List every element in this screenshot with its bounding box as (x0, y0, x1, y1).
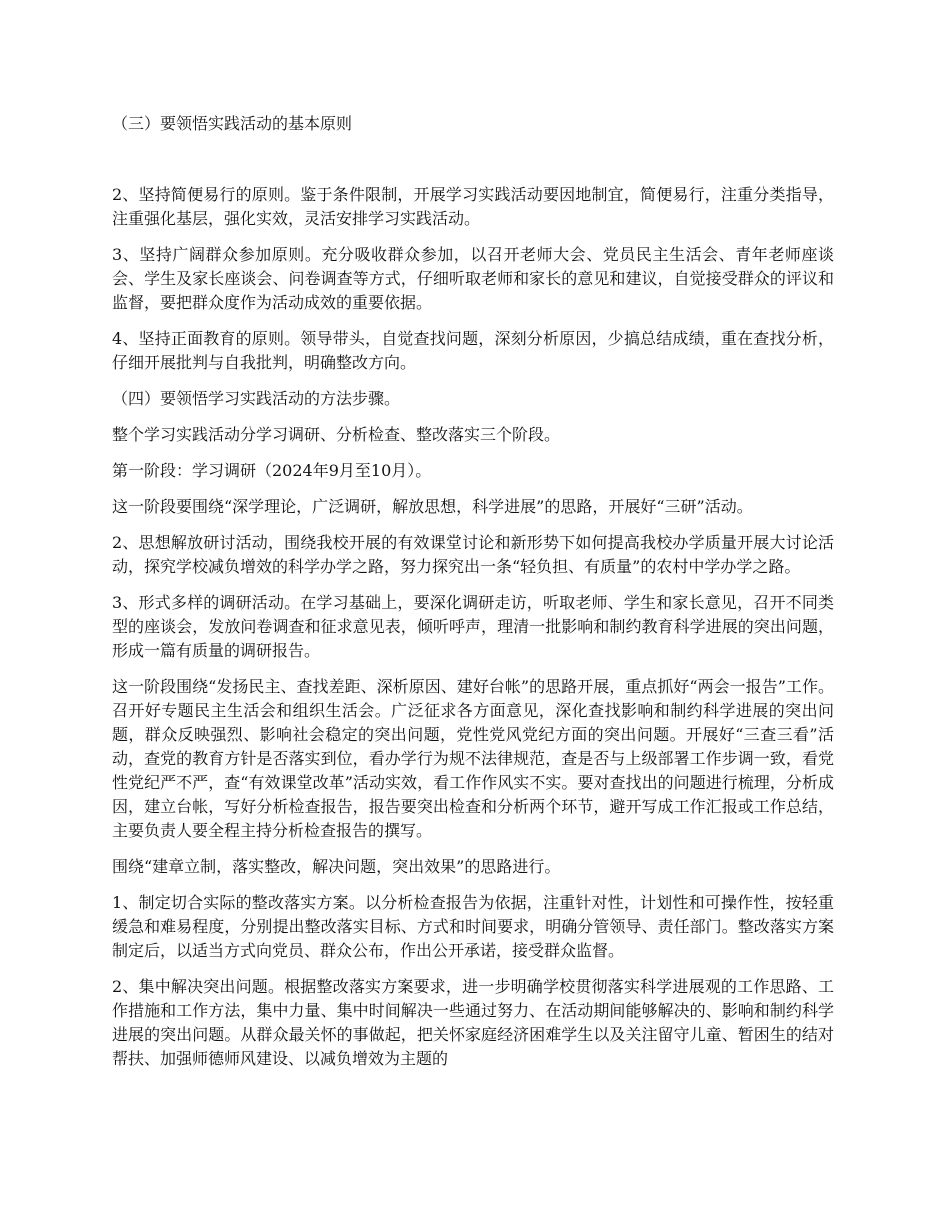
paragraph-stage-3-intro: 围绕“建章立制，落实整改，解决问题，突出效果”的思路进行。 (112, 857, 561, 876)
section-heading-3: （三）要领悟实践活动的基本原则 (112, 114, 353, 133)
paragraph-stage-2: 这一阶段围绕“发扬民主、查找差距、深析原因、建好台帐”的思路开展，重点抓好“两会一报告”工作。召开好专题民主生活会和组织生活会。广泛征求各方面意见，深化查找影响和制约科学进展的突出问题，群众反映强烈、影响社会稳定的突出问题，党性党风党纪方面的突出问题。开展好“三查三看”活动，查党的教育方针是否落实到位，看办学行为规不法律规范，查是否与上级部署工作步调一致，看党性党纪严不严，查“有效课堂改革”活动实效，看工作作风实不实。要对查找出的问题进行梳理，分析成因，建立台帐，写好分析检查报告，报告要突出检查和分析两个环节，避开写成工作汇报或工作总结，主要负责人要全程主持分析检查报告的撰写。 (112, 677, 834, 840)
document-page (112, 112, 834, 1083)
paragraph-principle-2: 2、坚持简便易行的原则。鉴于条件限制，开展学习实践活动要因地制宜，简便易行，注重分类指导，注重强化基层，强化实效，灵活安排学习实践活动。 (112, 185, 834, 228)
section-heading-4: （四）要领悟学习实践活动的方法步骤。 (112, 389, 401, 408)
paragraph-stage-3-item-1: 1、制定切合实际的整改落实方案。以分析检查报告为依据，注重针对性，计划性和可操作性，按轻重缓急和难易程度，分别提出整改落实目标、方式和时间要求，明确分管领导、责任部门。整改落实方案制定后，以适当方式向党员、群众公布，作出公开承诺，接受群众监督。 (112, 893, 834, 960)
paragraph-stage-1-item-2: 2、思想解放研讨活动，围绕我校开展的有效课堂讨论和新形势下如何提高我校办学质量开展大讨论活动，探究学校减负增效的科学办学之路，努力探究出一条“轻负担、有质量”的农村中学办学之路。 (112, 533, 834, 576)
paragraph-stage-1-item-3: 3、形式多样的调研活动。在学习基础上，要深化调研走访，听取老师、学生和家长意见，召开不同类型的座谈会，发放问卷调查和征求意见表，倾听呼声，理清一批影响和制约教育科学进展的突出问题，形成一篇有质量的调研报告。 (112, 593, 834, 660)
paragraph-stages-overview: 整个学习实践活动分学习调研、分析检查、整改落实三个阶段。 (112, 425, 561, 444)
paragraph-stage-1-title: 第一阶段：学习调研（2024年9月至10月）。 (112, 461, 432, 480)
paragraph-stage-1-intro: 这一阶段要围绕“深学理论，广泛调研，解放思想，科学进展”的思路，开展好“三研”活动。 (112, 497, 753, 516)
paragraph-principle-4: 4、坚持正面教育的原则。领导带头，自觉查找问题，深刻分析原因，少搞总结成绩，重在查找分析，仔细开展批判与自我批判，明确整改方向。 (112, 329, 834, 372)
paragraph-principle-3: 3、坚持广阔群众参加原则。充分吸收群众参加，以召开老师大会、党员民主生活会、青年老师座谈会、学生及家长座谈会、问卷调查等方式，仔细听取老师和家长的意见和建议，自觉接受群众的评议和监督，要把群众度作为活动成效的重要依据。 (112, 245, 834, 312)
paragraph-stage-3-item-2: 2、集中解决突出问题。根据整改落实方案要求，进一步明确学校贯彻落实科学进展观的工作思路、工作措施和工作方法，集中力量、集中时间解决一些通过努力、在活动期间能够解决的、影响和制约科学进展的突出问题。从群众最关怀的事做起，把关怀家庭经济困难学生以及关注留守儿童、暂困生的结对帮扶、加强师德师风建设、以减负增效为主题的 (112, 977, 834, 1068)
